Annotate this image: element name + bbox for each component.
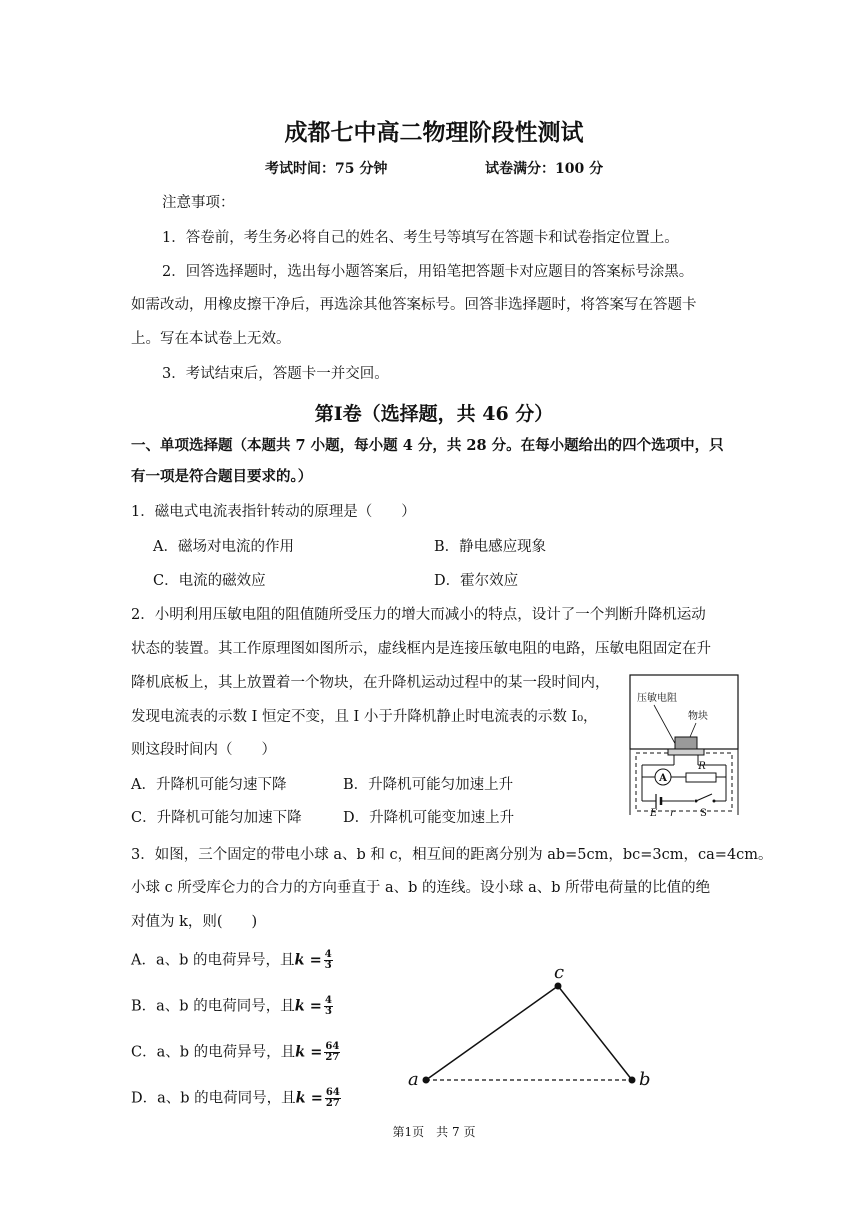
q3-triangle-figure — [400, 958, 660, 1098]
charge-a — [423, 1077, 430, 1084]
q3-line3: 对值为 k，则( ) — [131, 914, 258, 930]
switch-icon — [696, 794, 712, 801]
q2-line3: 降机底板上，其上放置着一个物块，在升降机运动过程中的某一段时间内， — [131, 675, 610, 691]
q1-option-b: B．静电感应现象 — [434, 539, 547, 555]
label-block: 物块 — [688, 711, 708, 722]
svg-text:S: S — [700, 808, 707, 819]
notice-item-1: 1．答卷前，考生务必将自己的姓名、考生号等填写在答题卡和试卷指定位置上。 — [162, 230, 679, 246]
notice-item-2-line2: 如需改动，用橡皮擦干净后，再选涂其他答案标号。回答非选择题时，将答案写在答题卡 — [131, 297, 697, 313]
dashed-circuit-box — [636, 753, 732, 811]
svg-text:R: R — [698, 761, 706, 772]
q2-option-c: C．升降机可能匀加速下降 — [131, 810, 302, 826]
label-a: a — [408, 1069, 419, 1090]
q3-option-b: B．a、b 的电荷同号，且k = $\frac{4}{3}$ — [131, 995, 332, 1017]
notice-item-2-line1: 2．回答选择题时，选出每小题答案后，用铅笔把答题卡对应题目的答案标号涂黑。 — [162, 264, 694, 280]
notice-heading: 注意事项： — [162, 195, 235, 211]
q2-line2: 状态的装置。其工作原理图如图所示，虚线框内是连接压敏电阻的电路，压敏电阻固定在升 — [131, 641, 711, 657]
q2-option-d: D．升降机可能变加速上升 — [343, 810, 515, 826]
resistor-r — [686, 773, 716, 782]
q1-stem: 1．磁电式电流表指针转动的原理是（ ） — [131, 504, 416, 520]
q3-option-d: D．a、b 的电荷同号，且k = $\frac{64}{27}$ — [131, 1087, 340, 1109]
q1-option-c: C．电流的磁效应 — [153, 573, 266, 589]
section-title: 第I卷（选择题，共 46 分） — [314, 403, 554, 425]
notice-item-3: 3．考试结束后，答题卡一并交回。 — [162, 366, 389, 382]
svg-text:r: r — [670, 808, 675, 819]
svg-text:E: E — [650, 808, 658, 819]
pressure-resistor — [668, 749, 704, 755]
part1-instructions-line1: 一、单项选择题（本题共 7 小题，每小题 4 分，共 28 分。在每小题给出的四个选项中，只 — [131, 437, 724, 454]
full-score: 试卷满分：100 分 — [485, 161, 604, 177]
q3-line1: 3．如图，三个固定的带电小球 a、b 和 c，相互间的距离分别为 ab=5cm，bc=3cm，ca=4cm。 — [131, 847, 773, 863]
page-footer: 第1页 共 7 页 — [392, 1125, 476, 1139]
q2-line1: 2．小明利用压敏电阻的阻值随所受压力的增大而减小的特点，设计了一个判断升降机运动 — [131, 607, 706, 623]
block — [675, 737, 697, 749]
q2-option-b: B．升降机可能匀加速上升 — [343, 777, 514, 793]
q3-option-c: C．a、b 的电荷异号，且k = $\frac{64}{27}$ — [131, 1041, 340, 1063]
q1-option-d: D．霍尔效应 — [434, 573, 519, 589]
charge-c — [555, 983, 562, 990]
label-b: b — [639, 1069, 651, 1090]
exam-title: 成都七中高二物理阶段性测试 — [284, 119, 584, 146]
edge-ca — [426, 986, 558, 1080]
exam-time: 考试时间：75 分钟 — [265, 161, 388, 177]
notice-item-2-line3: 上。写在本试卷上无效。 — [131, 331, 291, 347]
part1-instructions-line2: 有一项是符合题目要求的。） — [131, 468, 313, 485]
q2-line4: 发现电流表的示数 I 恒定不变，且 I 小于升降机静止时电流表的示数 I₀， — [131, 709, 598, 725]
q3-option-a: A．a、b 的电荷异号，且k = $\frac{4}{3}$ — [131, 949, 332, 971]
label-c: c — [554, 962, 565, 983]
edge-cb — [558, 986, 632, 1080]
q2-option-a: A．升降机可能匀速下降 — [131, 777, 287, 793]
charge-b — [629, 1077, 636, 1084]
svg-text:A: A — [659, 773, 667, 784]
q1-option-a: A．磁场对电流的作用 — [153, 539, 294, 555]
q2-line5: 则这段时间内（ ） — [131, 742, 276, 758]
q3-line2: 小球 c 所受库仑力的合力的方向垂直于 a、b 的连线。设小球 a、b 所带电荷量的比值的绝 — [131, 880, 711, 896]
q2-circuit-figure — [628, 673, 740, 820]
label-pressure-resistor: 压敏电阻 — [637, 693, 677, 704]
